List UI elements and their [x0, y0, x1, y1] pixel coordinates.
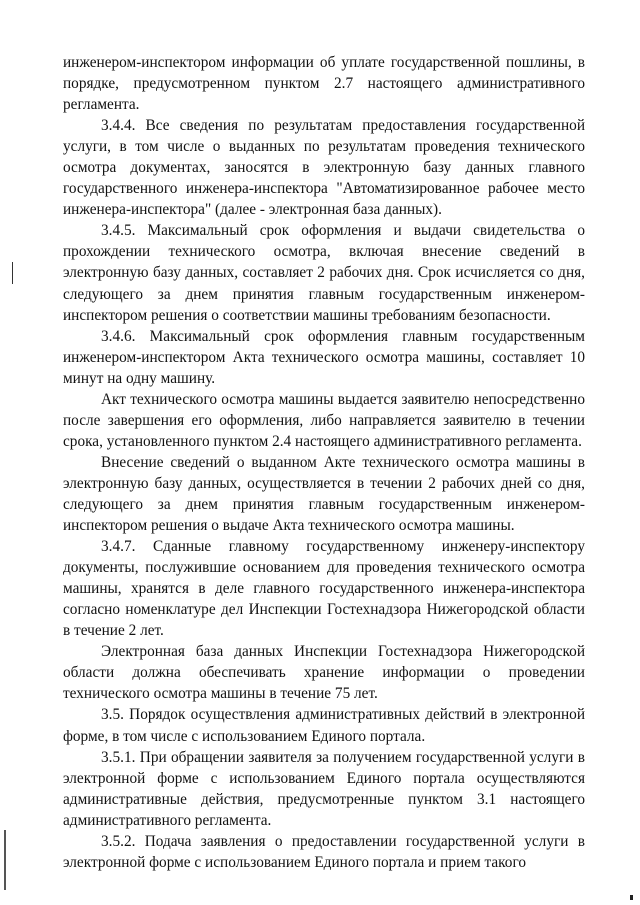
- paragraph-act-registration: Внесение сведений о выданном Акте технического осмотра машины в электронную базу данных, осуществляется в течении 2 рабочих дней со дня, следующего за днем принятия главным государственным инженером-инспектором решения о выдаче Акта технического осмотра машины.: [63, 453, 585, 535]
- scan-dot-mark: [630, 895, 633, 900]
- paragraph-3-5-2: 3.5.2. Подача заявления о предоставлении государственной услуги в электронной форме с использованием Единого портала и прием такого: [63, 832, 585, 871]
- paragraph-act-issue: Акт технического осмотра машины выдается заявителю непосредственно после завершения его оформления, либо направляется заявителю в течении срока, установленного пунктом 2.4 настоящего административного регламента.: [63, 390, 585, 450]
- paragraph-3-4-4: 3.4.4. Все сведения по результатам предоставления государственной услуги, в том числе о выданных по результатам проведения технического осмотра документах, заносятся в электронную базу данных главного государственного инженера-инспектора "Автоматизированное рабочее место инженера-инспектора" (далее - электронная база данных).: [63, 117, 585, 219]
- paragraph-3-5: 3.5. Порядок осуществления административных действий в электронной форме, в том числе с использованием Единого портала.: [63, 706, 585, 745]
- paragraph-3-4-6: 3.4.6. Максимальный срок оформления главным государственным инженером-инспектором Акта технического осмотра машины, составляет 10 минут на одну машину.: [63, 327, 585, 387]
- paragraph-database-storage: Электронная база данных Инспекции Гостехнадзора Нижегородской области должна обеспечивать хранение информации о проведении технического осмотра машины в течение 75 лет.: [63, 643, 585, 703]
- paragraph-3-4-7: 3.4.7. Сданные главному государственному инженеру-инспектору документы, послужившие основанием для проведения технического осмотра машины, хранятся в деле главного государственного инженера-инспектора согласно номенклатуре дел Инспекции Гостехнадзора Нижегородской области в течение 2 лет.: [63, 538, 585, 640]
- document-body: [63, 52, 585, 873]
- paragraph-continuation: инженером-инспектором информации об уплате государственной пошлины, в порядке, предусмотренном пунктом 2.7 настоящего административного регламента.: [63, 54, 585, 114]
- scan-edge-mark: [4, 830, 6, 890]
- margin-line-mark: [12, 262, 13, 284]
- paragraph-3-4-5: 3.4.5. Максимальный срок оформления и выдачи свидетельства о прохождении технического осмотра, включая внесение сведений в электронную базу данных, составляет 2 рабочих дня. Срок исчисляется со дня, следующего за днем принятия главным государственным инженером-инспектором решения о соответствии машины требованиям безопасности.: [63, 222, 585, 324]
- paragraph-3-5-1: 3.5.1. При обращении заявителя за получением государственной услуги в электронной форме с использованием Единого портала осуществляются административные действия, предусмотренные пунктом 3.1 настоящего административного регламента.: [63, 748, 585, 829]
